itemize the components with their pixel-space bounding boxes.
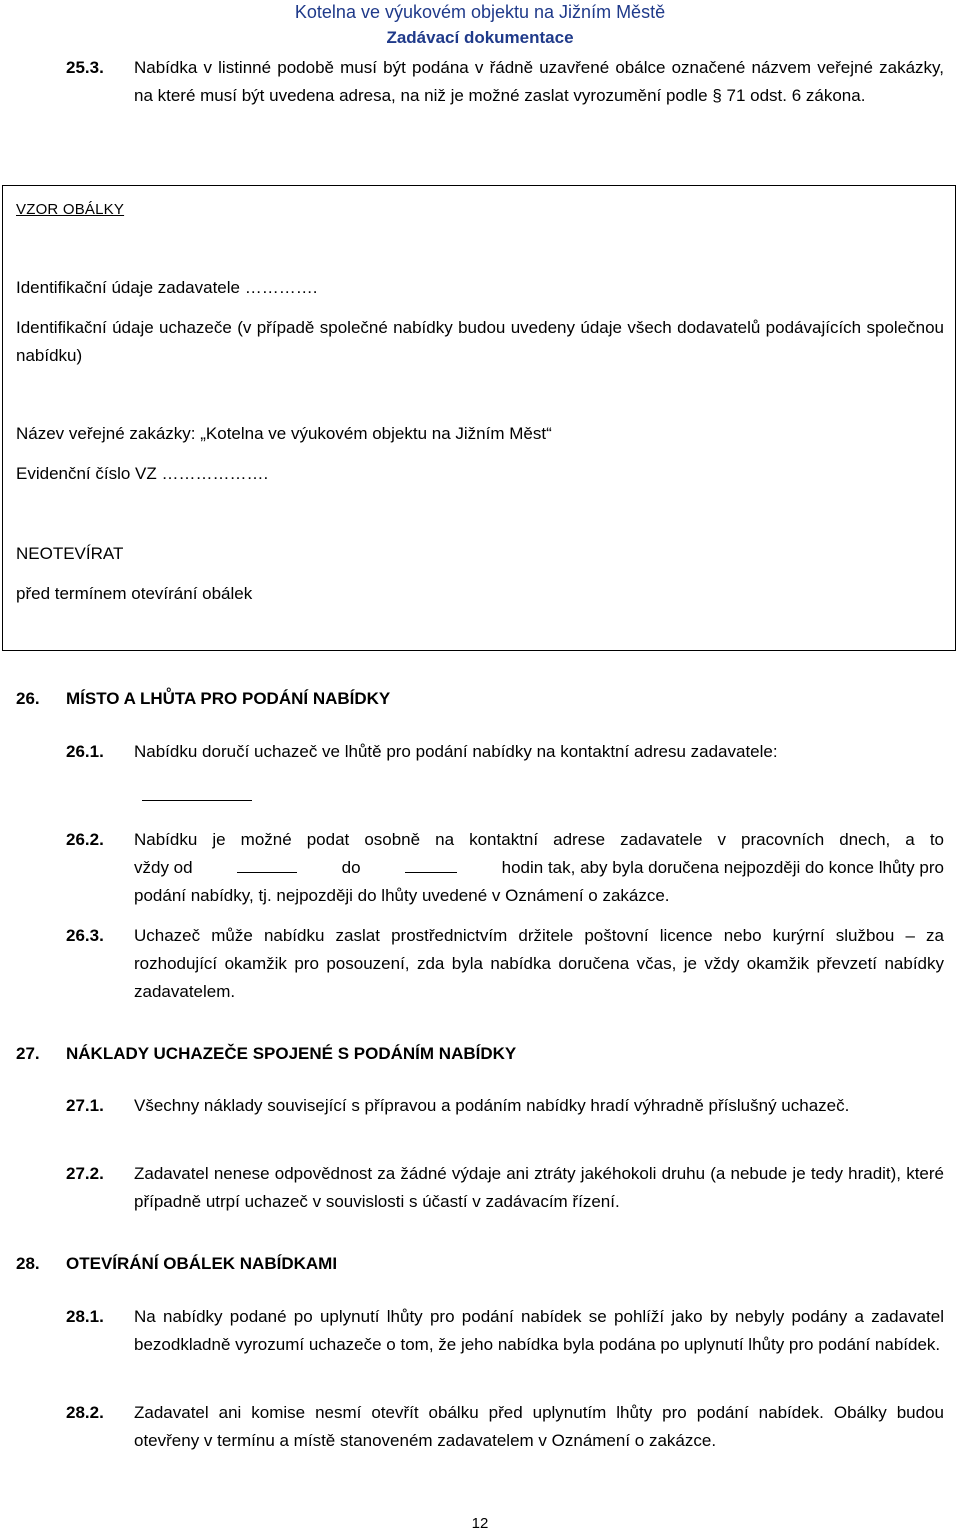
clause-number: 25.3.	[66, 58, 104, 77]
clause-text: Zadavatel nenese odpovědnost za žádné výdaje ani ztráty jakéhokoli druhu (a nebude je tedy hradit), které případně utrpí uchazeč v souvislosti s účastí v zadávacím řízení.	[134, 1164, 944, 1211]
time-from-blank	[237, 854, 297, 873]
envelope-do-not-open: NEOTEVÍRAT	[16, 544, 124, 563]
envelope-bidder-line: Identifikační údaje uchazeče (v případě společné nabídky budou uvedeny údaje všech dodavatelů podávajících společnou nabídku)	[16, 318, 944, 365]
section-heading-27	[16, 1040, 516, 1068]
clause-number: 26.3.	[66, 926, 104, 945]
section-number: 28.	[16, 1254, 40, 1273]
time-to-blank	[405, 854, 457, 873]
clause-number: 26.2.	[66, 830, 104, 849]
envelope-contracting-authority-line: Identifikační údaje zadavatele ………….	[16, 278, 318, 297]
clause-text: Uchazeč může nabídku zaslat prostřednictvím držitele poštovní licence nebo kurýrní službou – za rozhodující okamžik pro posouzení, zda byla nabídka doručena včas, je vždy okamžik převzetí nabídky zadavatelem.	[134, 926, 944, 1001]
envelope-title: VZOR OBÁLKY	[16, 201, 125, 218]
clause-number: 27.1.	[66, 1096, 104, 1115]
clause-text-line-3: podání nabídky, tj. nejpozději do lhůty uvedené v Oznámení o zakázce.	[134, 886, 670, 905]
clause-text: Na nabídky podané po uplynutí lhůty pro podání nabídek se pohlíží jako by nebyly podány a zadavatel bezodkladně vyrozumí uchazeče o tom, že jeho nabídka byla podána po uplynutí lhůty pro podání nabídek.	[134, 1307, 944, 1354]
section-title: OTEVÍRÁNÍ OBÁLEK NABÍDKAMI	[66, 1254, 338, 1273]
envelope-template-box	[2, 185, 956, 651]
address-blank-line	[142, 782, 252, 801]
clause-text: Zadavatel ani komise nesmí otevřít obálku před uplynutím lhůty pro podání nabídek. Obálky budou otevřeny v termínu a místě stanoveném zadavatelem v Oznámení o zakázce.	[134, 1403, 944, 1450]
section-number: 26.	[16, 689, 40, 708]
text-hours: hodin tak, aby byla doručena nejpozději do konce lhůty pro	[501, 858, 944, 877]
text-to: do	[341, 858, 361, 877]
clause-text-line-1: Nabídku je možné podat osobně na kontaktní adrese zadavatele v pracovních dnech, a to	[134, 830, 944, 849]
envelope-registration-line: Evidenční číslo VZ ……………….	[16, 464, 269, 483]
envelope-before-opening: před termínem otevírání obálek	[16, 584, 253, 603]
clause-text: Všechny náklady související s přípravou a podáním nabídky hradí výhradně příslušný uchazeč.	[134, 1096, 850, 1115]
envelope-contract-name-line: Název veřejné zakázky: „Kotelna ve výukovém objektu na Jižním Měst“	[16, 424, 552, 443]
clause-text: Nabídku doručí uchazeč ve lhůtě pro podání nabídky na kontaktní adresu zadavatele:	[134, 742, 778, 761]
clause-number: 28.1.	[66, 1307, 104, 1326]
clause-text-line-2	[134, 854, 944, 882]
document-header-title: Kotelna ve výukovém objektu na Jižním Městě	[294, 2, 666, 22]
section-title: MÍSTO A LHŮTA PRO PODÁNÍ NABÍDKY	[66, 689, 391, 708]
text-from: vždy od	[134, 858, 193, 877]
clause-number: 27.2.	[66, 1164, 104, 1183]
section-number: 27.	[16, 1044, 40, 1063]
document-header-subtitle: Zadávací dokumentace	[386, 28, 574, 47]
clause-text	[134, 826, 944, 910]
section-heading-28	[16, 1250, 337, 1278]
page-number: 12	[471, 1515, 489, 1532]
clause-number: 26.1.	[66, 742, 104, 761]
clause-number: 28.2.	[66, 1403, 104, 1422]
section-title: NÁKLADY UCHAZEČE SPOJENÉ S PODÁNÍM NABÍDKY	[66, 1044, 517, 1063]
section-heading-26	[16, 685, 390, 713]
clause-text: Nabídka v listinné podobě musí být podána v řádně uzavřené obálce označené názvem veřejné zakázky, na které musí být uvedena adresa, na niž je možné zaslat vyrozumění podle § 71 odst. 6 zákona.	[134, 58, 944, 105]
